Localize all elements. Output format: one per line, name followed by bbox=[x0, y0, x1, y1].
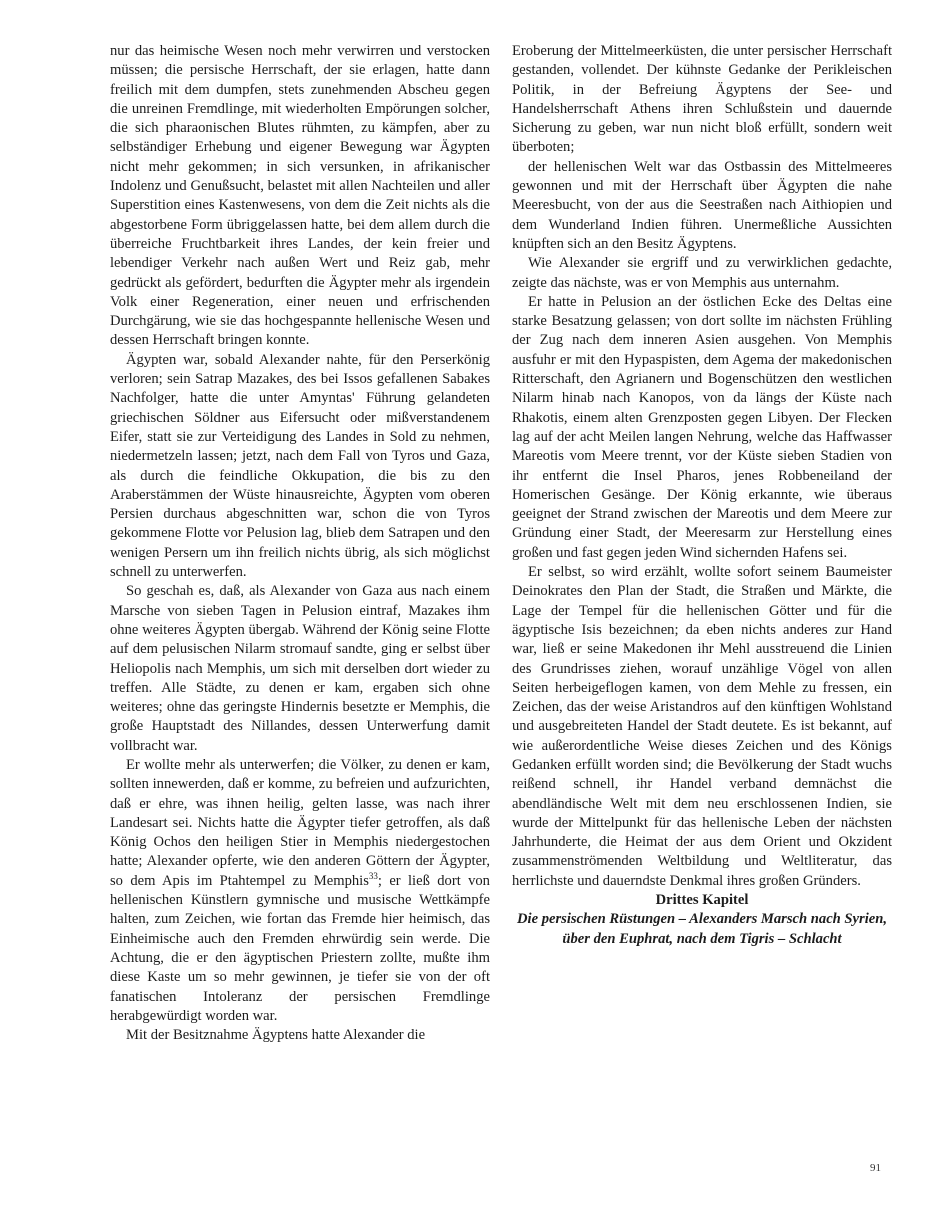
paragraph: Eroberung der Mittelmeerküsten, die unter persischer Herrschaft gestanden, vollendet. Der kühnste Gedanke der Perikleischen Politik, in der Befreiung Ägyptens der See- und Handelsherrschaft Athens ihren Schlußstein und dauernde Sicherung zu geben, war nun nicht bloß erfüllt, sondern weit überboten; bbox=[512, 43, 892, 156]
page-number: 91 bbox=[870, 1162, 881, 1174]
paragraph: Mit der Besitznahme Ägyptens hatte Alexander die bbox=[126, 1027, 426, 1044]
paragraph: Er hatte in Pelusion an der östlichen Ecke des Deltas eine starke Besatzung gelassen; von dort sollte im nächsten Frühling der Zug nach dem inneren Asien ausgehen. Von Memphis ausfuhr er mit den Hypaspisten, dem Agema der makedonischen Ritterschaft, den Agrianern und Bogenschützen den westlichen Nilarm hinab nach Kanopos, von da längs der Küste nach Rhakotis, einem alten Grenzposten gegen Libyen. Der Flecken lag auf der acht Meilen langen Nehrung, welche das Haffwasser Mareotis vom Meere trennt, vor der Küste sieben Stadien von ihr entfernt die Insel Pharos, jenes Robbeneiland der Homerischen Gesänge. Der König erkannte, wie überaus geeignet der Strand zwischen der Mareotis und dem Meere zur Gründung einer Stadt, der Meeresarm zur Herstellung eines großen und fast gegen jeden Wind sichernden Hafens sei. bbox=[512, 293, 892, 561]
paragraph: Wie Alexander sie ergriff und zu verwirklichen gedachte, zeigte das nächste, was er von Memphis aus unternahm. bbox=[512, 255, 892, 291]
paragraph-text: ; er ließ dort von hellenischen Künstlern gymnische und musische Wettkämpfe halten, zum Zeichen, wie fortan das Fremde hier heimisch, das Einheimische auch den Fremden ehrwürdig sein werde. Die Achtung, die er den ägyptischen Priestern zollte, mußte ihm diese Kaste um so mehr gewinnen, je tiefer sie von der oft fanatischen Intoleranz der persischen Fremdlinge herabgewürdigt worden war. bbox=[110, 872, 490, 1024]
paragraph-text: Er wollte mehr als unterwerfen; die Völker, zu denen er kam, sollten innewerden, daß er komme, zu befreien und aufzurichten, daß er ehre, was ihnen heilig, gelten lasse, was nach ihrer Landesart sei. Nichts hatte die Ägypter tiefer getroffen, als daß König Ochos den heiligen Stier in Memphis niedergestochen hatte; Alexander opferte, wie den anderen Göttern der Ägypter, so dem Apis im Ptahtempel zu Memphis bbox=[110, 756, 490, 889]
paragraph: der hellenischen Welt war das Ostbassin des Mittelmeeres gewonnen und mit der Herrschaft über Ägypten die nahe Meeresbucht, von der aus die Seestraßen nach Aithiopien und dem Wunderland Indien führen. Unermeßliche Aussichten knüpften sich an den Besitz Ägyptens. bbox=[512, 158, 892, 252]
right-column bbox=[512, 42, 892, 949]
paragraph: So geschah es, daß, als Alexander von Gaza aus nach einem Marsche von sieben Tagen in Pelusion eintraf, Mazakes ihm ohne weiteres Ägypten übergab. Während der König seine Flotte auf dem pelusischen Nilarm stromauf sandte, ging er selbst über Heliopolis nach Memphis, um sich mit derselben dort wieder zu treffen. Alle Städte, zu denen er kam, ergaben sich ohne weiteres; ohne das geringste Hindernis besetzte er Memphis, die große Hauptstadt des Nillandes, dessen Unterwerfung damit vollbracht war. bbox=[110, 583, 490, 754]
paragraph: nur das heimische Wesen noch mehr verwirren und verstocken müssen; die persische Herrschaft, der sie erlagen, hatte dann freilich mit dem dumpfen, stets zunehmenden Abscheu gegen die unreinen Fremdlinge, mit wiederholten Empörungen solcher, die sich pharaonischen Blutes rühmten, zu kämpfen, aber zu selbständiger Erhebung und eigener Bewegung war Ägypten nicht mehr gekommen; in sich versunken, in afrikanischer Indolenz und Genußsucht, belastet mit allen Nachteilen und aller Superstition eines Kastenwesens, von dem die Zeit nichts als die abgestorbene Form übriggelassen hatte, bei dem allem durch die überreiche Fruchtbarkeit ihres Landes, der kein freier und lebendiger Verkehr nach außen Wert und Reiz gab, mehr gedrückt als gefördert, bedurften die Ägypter mehr als irgendein Volk einer Regeneration, einer neuen und erfrischenden Durchgärung, wie sie das hochgespannte hellenische Wesen und dessen Herrschaft bringen konnte. bbox=[110, 43, 490, 349]
left-column bbox=[110, 42, 490, 1045]
footnote-marker: 33 bbox=[368, 870, 378, 881]
chapter-subtitle: Die persischen Rüstungen – Alexanders Marsch nach Syrien, über den Euphrat, nach dem Tigris – Schlacht bbox=[516, 911, 888, 947]
paragraph: Ägypten war, sobald Alexander nahte, für den Perserkönig verloren; sein Satrap Mazakes, des bei Issos gefallenen Sabakes Nachfolger, hatte die unter Amyntas' Führung gelandeten griechischen Söldner aus Eifersucht oder mißverstandenem Eifer, statt sie zur Verteidigung des Landes in Sold zu nehmen, niedermetzeln lassen; jetzt, nach dem Fall von Tyros und Gaza, als durch die feindliche Okkupation, die bis zu den Araberstämmen der Wüste hinausreichte, Ägypten vom oberen Persien durchaus abgeschnitten war, schon die von Tyros gekommene Flotte vor Pelusion lag, blieb dem Satrapen und den wenigen Persern um ihn freilich nichts übrig, als sich möglichst schnell zu unterwerfen. bbox=[110, 351, 490, 581]
paragraph bbox=[110, 756, 490, 1026]
paragraph: Er selbst, so wird erzählt, wollte sofort seinem Baumeister Deinokrates den Plan der Stadt, die Straßen und Märkte, die Lage der Tempel für die hellenischen Götter und für die ägyptische Isis bezeichnen; da eben nichts anderes zur Hand war, ließ er seine Makedonen ihr Mehl ausstreuend die Linien des Grundrisses ziehen, worauf unzählige Vögel von allen Seiten herbeigeflogen kamen, von dem Mehle zu fressen, ein Zeichen, das der weise Aristandros auf den künftigen Wohlstand und ausgebreiteten Handel der Stadt deutete. Es ist bekannt, auf wie außerordentliche Weise dieses Zeichen und des Königs Gedanken erfüllt worden sind; die Bevölkerung der Stadt wuchs reißend schnell, ihr Handel verband demnächst die abendländische Welt mit dem neu erschlossenen Indien, sie wurde der Mittelpunkt für das hellenische Leben der nächsten Jahrhunderte, die Heimat der aus dem Orient und Okzident zusammenströmenden Weltbildung und Weltliteratur, das herrlichste und dauerndste Denkmal ihres großen Gründers. bbox=[512, 564, 892, 889]
chapter-heading: Drittes Kapitel bbox=[655, 892, 749, 909]
